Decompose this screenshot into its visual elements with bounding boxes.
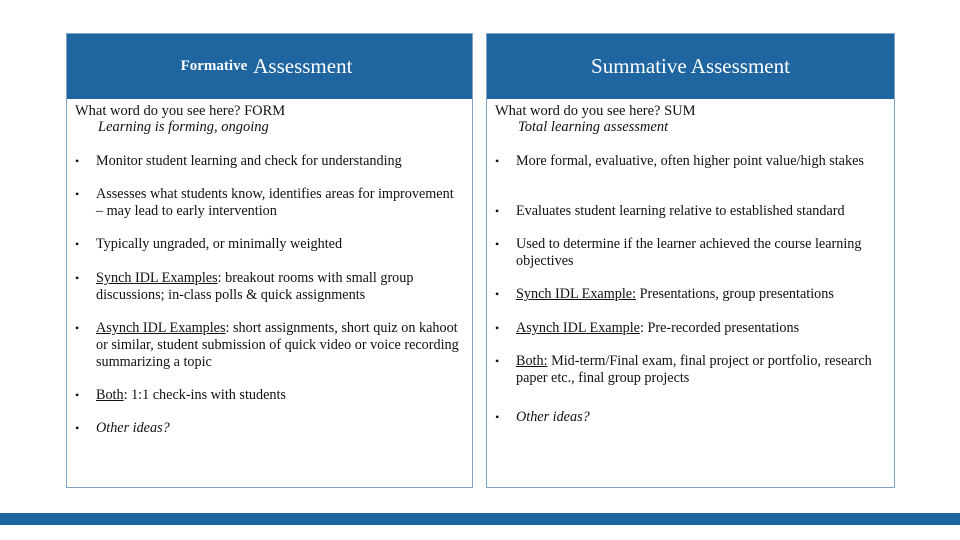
bullet-text: Other ideas? (516, 409, 590, 425)
bullet-text: Evaluates student learning relative to established standard (516, 203, 845, 219)
summative-lead-sub: Total learning assessment (518, 119, 669, 135)
bullet-text: : 1:1 check-ins with students (123, 387, 286, 403)
bullet-label: Asynch IDL Example (516, 320, 640, 336)
formative-header (67, 34, 472, 99)
summative-bullet-5 (495, 320, 886, 337)
summative-bullet-7 (495, 409, 886, 426)
formative-bullet-7 (75, 420, 464, 437)
bullet-label: Both (96, 387, 124, 403)
formative-title-big: Assessment (253, 54, 353, 78)
summative-bullet-3 (495, 236, 886, 270)
summative-panel (486, 33, 895, 488)
formative-title-small: Formative (180, 58, 248, 74)
summative-lead-line: What word do you see here? SUM (495, 103, 696, 119)
formative-lead-sub: Learning is forming, ongoing (98, 119, 269, 135)
formative-bullet-1 (75, 153, 464, 170)
summative-bullet-2 (495, 203, 886, 220)
bullet-text: Assesses what students know, identifies areas for improvement – may lead to early intervention (96, 186, 454, 219)
formative-bullet-4 (75, 270, 464, 304)
bullet-text: Mid-term/Final exam, final project or portfolio, research paper etc., final group projects (516, 353, 872, 386)
bullet-text: : Pre-recorded presentations (639, 320, 800, 336)
formative-lead-line: What word do you see here? FORM (75, 103, 286, 119)
bullet-text: Typically ungraded, or minimally weighted (96, 236, 343, 252)
bullet-text: Other ideas? (96, 420, 170, 436)
summative-title: Summative Assessment (591, 54, 790, 78)
formative-bullet-5 (75, 320, 464, 370)
bullet-label: Synch IDL Example: (516, 286, 637, 302)
summative-bullet-4 (495, 286, 886, 303)
bullet-label: Both: (516, 353, 548, 369)
bullet-text: : breakout rooms with small group discussions; in-class polls & quick assignments (96, 270, 414, 303)
summative-lead (495, 103, 696, 135)
bottom-accent-bar (0, 513, 960, 525)
summative-header (487, 34, 894, 99)
formative-lead (75, 103, 285, 135)
bullet-text: Used to determine if the learner achieved the course learning objectives (516, 236, 862, 269)
formative-panel (66, 33, 473, 488)
bullet-text: Presentations, group presentations (636, 286, 834, 302)
summative-bullet-6 (495, 353, 886, 387)
bullet-text: More formal, evaluative, often higher point value/high stakes (516, 153, 864, 169)
formative-bullet-6 (75, 387, 464, 404)
formative-bullet-2 (75, 186, 464, 220)
formative-bullet-3 (75, 236, 464, 253)
bullet-label: Asynch IDL Examples (96, 320, 226, 336)
bullet-label: Synch IDL Examples (96, 270, 218, 286)
summative-bullet-1 (495, 153, 886, 170)
bullet-text: Monitor student learning and check for understanding (96, 153, 402, 169)
bullet-text: : short assignments, short quiz on kahoot or similar, student submission of quick video or voice recording summarizing a topic (96, 320, 459, 370)
